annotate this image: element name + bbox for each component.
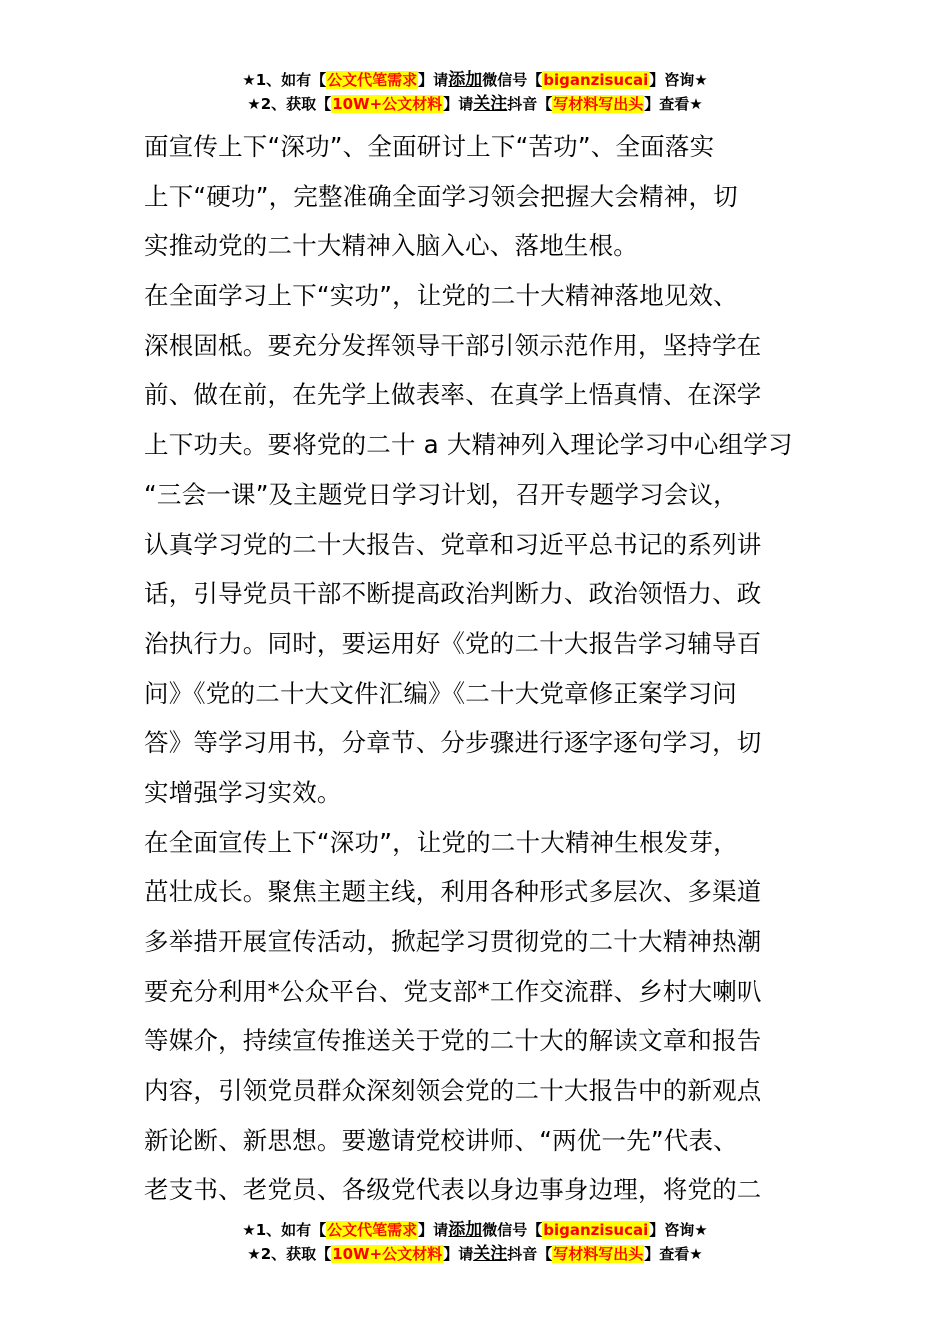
text-line: 问》《党的二十大文件汇编》《二十大党章修正案学习问 — [144, 678, 737, 708]
text-line: 茁壮成长。聚焦主题主线，利用各种形式多层次、多渠道 — [144, 877, 762, 907]
banner-text: ★1、如有【 — [242, 71, 327, 89]
banner-text: 微信号【 — [482, 71, 543, 89]
banner-text: ★1、如有【 — [242, 1221, 327, 1239]
banner-text: 抖音【 — [507, 1245, 553, 1263]
header-banner — [0, 68, 950, 116]
banner-highlight: 公文代笔需求 — [327, 71, 418, 89]
text-line: 内容，引领党员群众深刻领会党的二十大报告中的新观点 — [144, 1076, 762, 1106]
banner-line-2 — [0, 1242, 950, 1266]
banner-text: 】请 — [443, 95, 474, 113]
banner-underline: 添加 — [448, 70, 483, 90]
text-line: 在全面宣传上下“深功”，让党的二十大精神生根发芽， — [144, 827, 738, 857]
banner-highlight-wechat-id: biganzisucai — [543, 71, 649, 89]
text-line: 上下“硬功”，完整准确全面学习领会把握大会精神，切 — [144, 181, 738, 211]
text-line: 认真学习党的二十大报告、党章和习近平总书记的系列讲 — [144, 529, 762, 559]
banner-line-1 — [0, 1218, 950, 1242]
banner-text: 】咨询★ — [649, 71, 708, 89]
banner-text: 抖音【 — [507, 95, 553, 113]
text-line: 话，引导党员干部不断提高政治判断力、政治领悟力、政 — [144, 579, 762, 609]
banner-highlight-douyin: 写材料写出头 — [553, 95, 644, 113]
banner-line-2 — [0, 92, 950, 116]
text-line: 治执行力。同时，要运用好《党的二十大报告学习辅导百 — [144, 628, 762, 658]
banner-text: ★2、获取【 — [247, 95, 332, 113]
banner-underline: 添加 — [448, 1220, 483, 1240]
footer-banner — [0, 1218, 950, 1266]
banner-text: 】请 — [418, 1221, 449, 1239]
banner-line-1 — [0, 68, 950, 92]
banner-text: 】咨询★ — [649, 1221, 708, 1239]
text-line: 面宣传上下“深功”、全面研讨上下“苦功”、全面落实 — [144, 132, 715, 161]
banner-highlight-wechat-id: biganzisucai — [543, 1221, 649, 1239]
banner-highlight: 公文代笔需求 — [327, 1221, 418, 1239]
text-line: 前、做在前，在先学上做表率、在真学上悟真情、在深学 — [144, 380, 762, 410]
banner-underline: 关注 — [473, 1244, 508, 1264]
banner-text: 】查看★ — [644, 95, 703, 113]
text-line: “三会一课”及主题党日学习计划，召开专题学习会议， — [144, 479, 738, 509]
banner-highlight: 10W+公文材料 — [332, 1245, 443, 1263]
banner-underline: 关注 — [473, 94, 508, 114]
text-line: 实增强学习实效。 — [144, 777, 342, 807]
banner-highlight-douyin: 写材料写出头 — [553, 1245, 644, 1263]
text-line: 等媒介，持续宣传推送关于党的二十大的解读文章和报告 — [144, 1026, 762, 1056]
banner-text: 微信号【 — [482, 1221, 543, 1239]
text-line: 深根固柢。要充分发挥领导干部引领示范作用，坚持学在 — [144, 330, 762, 360]
text-line: 多举措开展宣传活动，掀起学习贯彻党的二十大精神热潮 — [144, 927, 762, 956]
banner-text: 】查看★ — [644, 1245, 703, 1263]
banner-text: 】请 — [418, 71, 449, 89]
text-line: 要充分利用*公众平台、党支部*工作交流群、乡村大喇叭 — [144, 976, 762, 1006]
document-body — [144, 122, 809, 1215]
text-line: 答》等学习用书，分章节、分步骤进行逐字逐句学习，切 — [144, 728, 762, 758]
text-line: 新论断、新思想。要邀请党校讲师、“两优一先”代表、 — [144, 1125, 738, 1155]
banner-highlight: 10W+公文材料 — [332, 95, 443, 113]
banner-text: ★2、获取【 — [247, 1245, 332, 1263]
banner-text: 】请 — [443, 1245, 474, 1263]
text-line: 在全面学习上下“实功”，让党的二十大精神落地见效、 — [144, 281, 738, 311]
text-line: 老支书、老党员、各级党代表以身边事身边理，将党的二 — [144, 1175, 762, 1205]
text-line: 上下功夫。要将党的二十 a 大精神列入理论学习中心组学习 — [144, 430, 793, 460]
text-line: 实推动党的二十大精神入脑入心、落地生根。 — [144, 231, 638, 261]
